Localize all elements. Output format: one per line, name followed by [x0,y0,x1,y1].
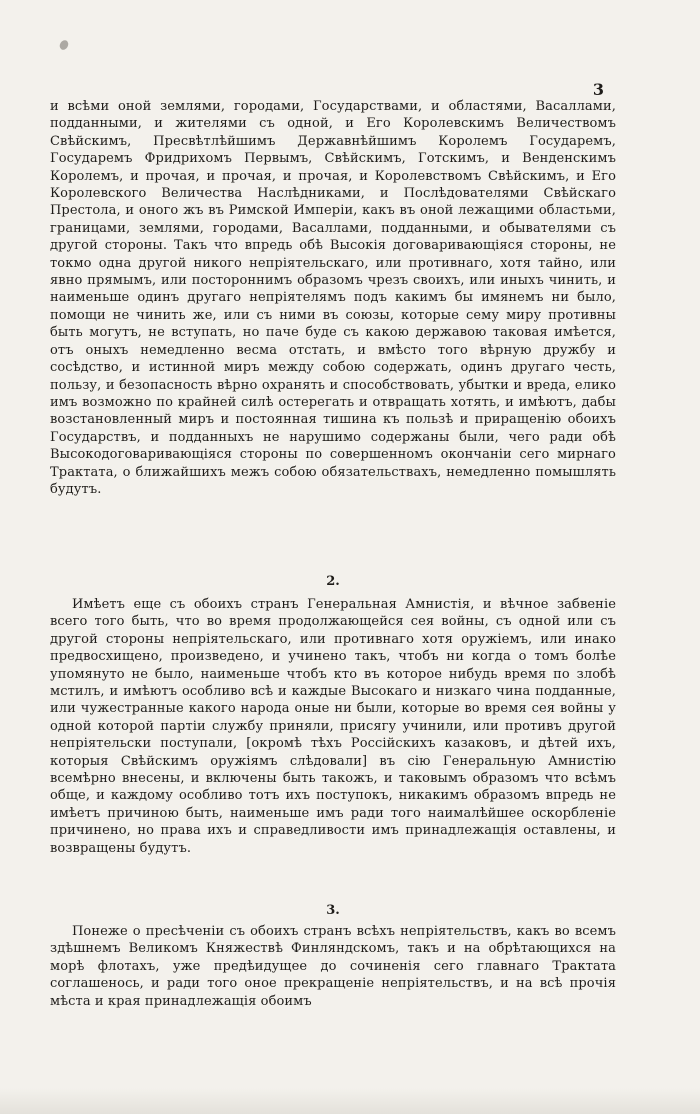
section-3-text [50,923,616,1010]
section-2-text [50,596,616,857]
paragraph: Понеже о пресѣченіи съ обоихъ странъ всѣхъ непріятельствъ, какъ во всемъ здѣшнемъ Великомъ Княжествѣ Финляндскомъ, такъ и на обрѣтающихся на морѣ флотахъ, уже предѣидущее до сочиненія сего главнаго Трактата соглашенось, и ради того оное прекращеніе непріятельствъ, и на всѣ прочія мѣста и края принадлежащія обоимъ [50,924,616,1009]
page-number: 3 [592,80,604,99]
paragraph: и всѣми оной землями, городами, Государствами, и областями, Васаллами, подданными, и жителями съ одной, и Его Королевскимъ Величествомъ Свѣйскимъ, Пресвѣтлѣйшимъ Державнѣйшимъ Королемъ Государемъ, Государемъ Фридрихомъ Первымъ, Свѣйскимъ, Готскимъ, и Венденскимъ Королемъ, и прочая, и прочая, и прочая, и Королевствомъ Свѣйскимъ, и Его Королевского Величества Наслѣдниками, и Послѣдователями Свѣйскаго Престола, и оного жъ въ Римской Имперіи, какъ въ оной лежащими областьми, границами, землями, городами, Васаллами, подданными, и обывателями съ другой стороны. Такъ что впредь обѣ Высокія договаривающіяся стороны, не токмо одна другой никого непріятельскаго, или противнаго, хотя тайно, или явно прямымъ, или постороннимъ образомъ чрезъ своихъ, или иныхъ чинить, и наименьше одинъ другаго непріятелямъ подъ какимъ бы имянемъ ни было, помощи не чинить же, или съ ними въ союзы, которые сему миру противны быть могутъ, не вступать, но паче буде съ какою державою таковая имѣется, отъ оныхъ немедленно весма отстать, и вмѣсто того вѣрную дружбу и сосѣдство, и истинной миръ между собою содержать, одинъ другаго честь, пользу, и безопасность вѣрно охранять и способствовать, убытки и вреда, елико имъ возможно по крайней силѣ остерегать и отвращать хотять, и имѣютъ, дабы возстановленный миръ и постоянная тишина къ пользѣ и приращенію обоихъ Государствъ, и подданныхъ не нарушимо содержаны были, чего ради обѣ Высокодоговаривающіяся стороны по совершенномъ окончаніи сего мирнаго Трактата, о ближайшихъ межъ собою обязательствахъ, немедленно помышлять будутъ. [50,99,616,497]
ink-smudge [58,39,70,52]
page-edge-shadow [0,1088,700,1114]
paragraph: Имѣетъ еще съ обоихъ странъ Генеральная Амнистія, и вѣчное забвеніе всего того быть, что во время продолжающейся сея войны, съ одной или съ другой стороны непріятельскаго, или противнаго хотя оружіемъ, или инако предвосхищено, произведено, и учинено такъ, чтобъ ни когда о томъ болѣе упомянуто не было, наименьше чтобъ кто въ которое нибудь время по злобѣ мстилъ, и имѣютъ особливо всѣ и каждые Высокаго и низкаго чина подданные, или чужестранные какого народа оные ни были, которые во время сея войны у одной которой партіи службу приняли, присягу учинили, или противъ другой непріятельски поступали, [окромѣ тѣхъ Россійскихъ казаковъ, и дѣтей ихъ, которыя Свѣйскимъ оружіямъ слѣдовали] въ сію Генеральную Амнистію всемѣрно внесены, и включены быть такожъ, и таковымъ образомъ что всѣмъ обще, и каждому особливо тотъ ихъ поступокъ, никакимъ образомъ впредь не имѣетъ причиною быть, наименьше имъ ради того наималѣйшее оскорбленіе причинено, но права ихъ и справедливости имъ принадлежащія оставлены, и возвращены будутъ. [50,597,616,856]
section-2-number: 2. [326,574,340,589]
section-3-number: 3. [326,903,340,918]
section-1-text [50,98,616,498]
